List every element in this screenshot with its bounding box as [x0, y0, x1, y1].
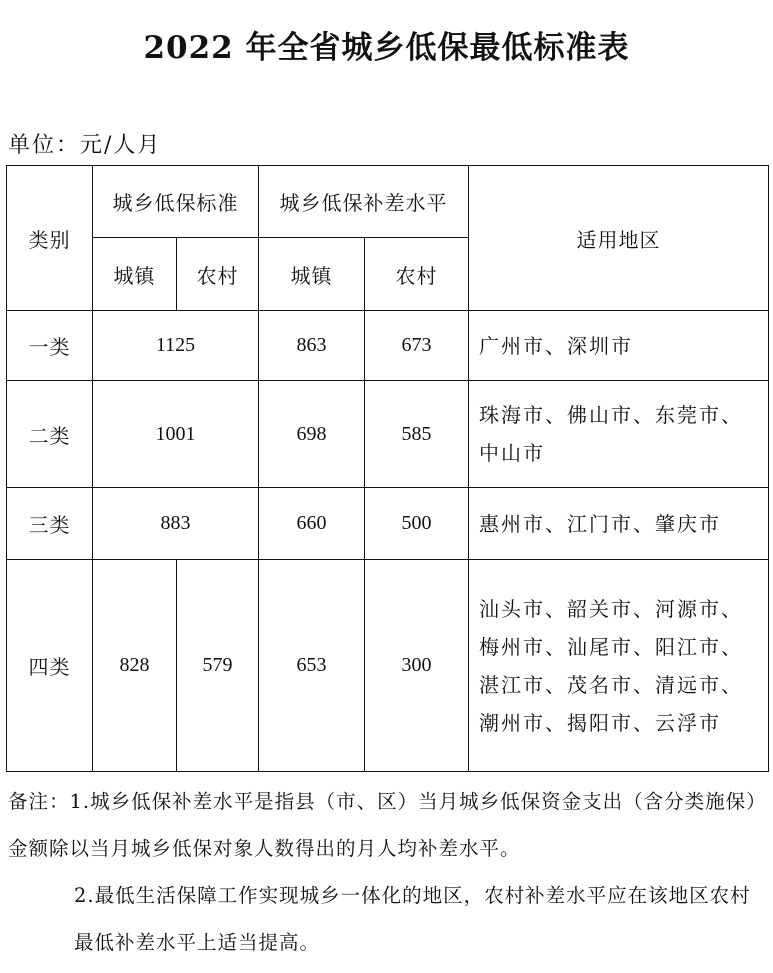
row-category: 四类 — [7, 560, 93, 772]
header-subsidy-urban: 城镇 — [259, 238, 365, 311]
header-standard: 城乡低保标准 — [93, 166, 259, 238]
header-subsidy-rural: 农村 — [365, 238, 469, 311]
row-subsidy-rural: 673 — [365, 311, 469, 381]
header-subsidy: 城乡低保补差水平 — [259, 166, 469, 238]
row-subsidy-urban: 698 — [259, 381, 365, 488]
table-row — [7, 381, 769, 488]
page-title: 2022 年全省城乡低保最低标准表 — [143, 30, 630, 66]
standards-table — [6, 165, 769, 772]
header-standard-rural: 农村 — [177, 238, 259, 311]
row-standard: 1125 — [93, 311, 259, 381]
row-standard-rural: 579 — [177, 560, 259, 772]
table-row — [7, 488, 769, 560]
row-subsidy-rural: 500 — [365, 488, 469, 560]
row-standard: 883 — [93, 488, 259, 560]
note-2: 2.最低生活保障工作实现城乡一体化的地区，农村补差水平应在该地区农村最低补差水平上适当提高。 — [74, 884, 751, 954]
table-row — [7, 560, 769, 772]
row-category: 一类 — [7, 311, 93, 381]
row-subsidy-urban: 863 — [259, 311, 365, 381]
header-area: 适用地区 — [469, 166, 769, 311]
notes — [8, 778, 763, 966]
row-area: 惠州市、江门市、肇庆市 — [469, 488, 769, 560]
row-standard-urban: 828 — [93, 560, 177, 772]
row-category: 三类 — [7, 488, 93, 560]
row-standard: 1001 — [93, 381, 259, 488]
row-subsidy-urban: 660 — [259, 488, 365, 560]
note-1: 备注：1.城乡低保补差水平是指县（市、区）当月城乡低保资金支出（含分类施保）金额除以当月城乡低保对象人数得出的月人均补差水平。 — [8, 790, 757, 860]
row-area: 广州市、深圳市 — [469, 311, 769, 381]
row-subsidy-rural: 585 — [365, 381, 469, 488]
row-category: 二类 — [7, 381, 93, 488]
header-category: 类别 — [7, 166, 93, 311]
row-area: 汕头市、韶关市、河源市、梅州市、汕尾市、阳江市、湛江市、茂名市、清远市、潮州市、揭阳市、云浮市 — [469, 560, 769, 772]
row-area: 珠海市、佛山市、东莞市、中山市 — [469, 381, 769, 488]
row-subsidy-rural: 300 — [365, 560, 469, 772]
unit-label: 单位：元/人月 — [8, 133, 162, 158]
row-subsidy-urban: 653 — [259, 560, 365, 772]
header-standard-urban: 城镇 — [93, 238, 177, 311]
table-row — [7, 311, 769, 381]
